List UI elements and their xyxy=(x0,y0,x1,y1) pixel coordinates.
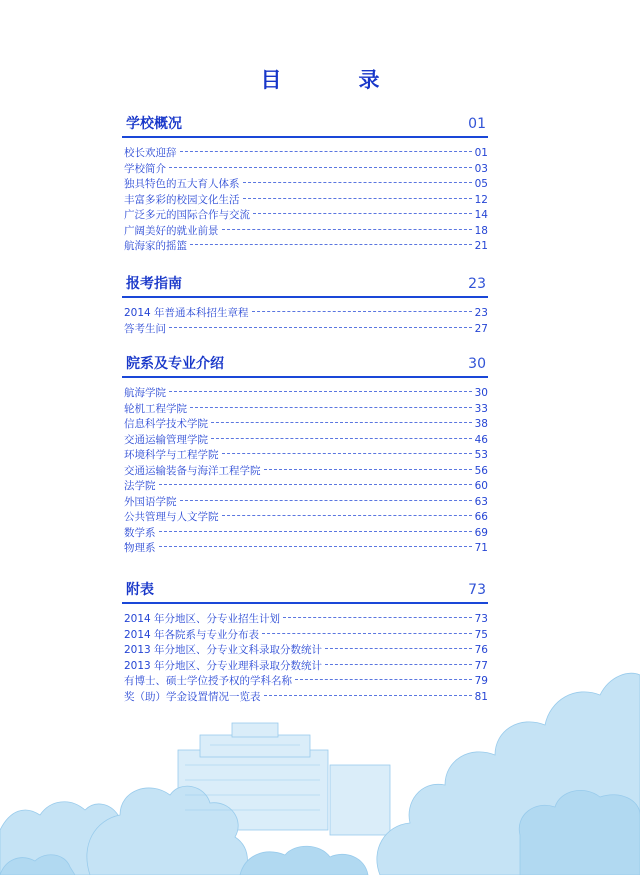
entry-name: 航海家的摇篮 xyxy=(124,240,187,252)
entry-name: 广泛多元的国际合作与交流 xyxy=(124,209,250,221)
entry-page: 53 xyxy=(474,449,488,461)
entry-page: 30 xyxy=(474,387,488,399)
entry-page: 33 xyxy=(474,402,488,415)
dot-leader xyxy=(180,151,472,152)
section-page: 01 xyxy=(468,116,486,132)
entry-name: 奖（助）学金设置情况一览表 xyxy=(124,690,261,703)
entry-page: 75 xyxy=(474,628,488,641)
toc-entry[interactable] xyxy=(122,306,488,322)
entry-page: 01 xyxy=(474,147,488,159)
dot-leader xyxy=(180,500,472,501)
entry-name: 物理系 xyxy=(124,542,156,554)
entry-name: 轮机工程学院 xyxy=(124,402,187,415)
entry-name: 有博士、硕士学位授予权的学科名称 xyxy=(124,675,292,687)
dot-leader xyxy=(222,229,472,230)
section-header xyxy=(122,114,488,138)
toc-entry[interactable] xyxy=(122,193,488,209)
entry-list xyxy=(122,306,488,337)
entry-page: 81 xyxy=(474,690,488,703)
section-title: 附表 xyxy=(126,582,154,598)
entry-name: 答考生问 xyxy=(124,322,166,335)
entry-name: 信息科学技术学院 xyxy=(124,418,208,430)
entry-page: 66 xyxy=(474,511,488,523)
toc-section-guide xyxy=(122,274,488,337)
entry-name: 2013 年分地区、分专业文科录取分数统计 xyxy=(124,644,323,656)
dot-leader xyxy=(159,531,472,532)
toc-entry[interactable] xyxy=(122,162,488,178)
dot-leader xyxy=(190,244,472,245)
entry-page: 18 xyxy=(474,224,488,237)
toc-entry[interactable] xyxy=(122,433,488,449)
section-title: 学校概况 xyxy=(126,116,182,132)
entry-page: 73 xyxy=(474,613,488,625)
entry-name: 学校简介 xyxy=(124,162,166,175)
entry-name: 交通运输装备与海洋工程学院 xyxy=(124,464,261,477)
dot-leader xyxy=(222,515,472,516)
section-header xyxy=(122,274,488,298)
entry-name: 校长欢迎辞 xyxy=(124,147,177,159)
toc-entry[interactable] xyxy=(122,386,488,402)
entry-name: 数学系 xyxy=(124,526,156,539)
entry-page: 14 xyxy=(474,209,488,221)
section-page: 23 xyxy=(468,276,486,292)
toc-entry[interactable] xyxy=(122,146,488,162)
entry-page: 27 xyxy=(474,322,488,335)
entry-name: 航海学院 xyxy=(124,387,166,399)
entry-name: 外国语学院 xyxy=(124,495,177,508)
entry-page: 60 xyxy=(474,480,488,492)
entry-page: 71 xyxy=(474,542,488,554)
toc-entry[interactable] xyxy=(122,239,488,255)
entry-page: 23 xyxy=(474,307,488,319)
dot-leader xyxy=(169,327,472,328)
entry-name: 独具特色的五大育人体系 xyxy=(124,178,240,190)
toc-entry[interactable] xyxy=(122,510,488,526)
entry-name: 2014 年各院系与专业分布表 xyxy=(124,628,260,641)
entry-page: 76 xyxy=(474,644,488,656)
entry-page: 05 xyxy=(474,178,488,190)
dot-leader xyxy=(243,182,472,183)
section-page: 30 xyxy=(468,356,486,372)
dot-leader xyxy=(253,213,472,214)
toc-entry[interactable] xyxy=(122,541,488,557)
toc-entry[interactable] xyxy=(122,448,488,464)
entry-page: 46 xyxy=(474,433,488,446)
toc-entry[interactable] xyxy=(122,224,488,240)
toc-entry[interactable] xyxy=(122,526,488,542)
dot-leader xyxy=(211,422,472,423)
section-title: 院系及专业介绍 xyxy=(126,356,224,372)
entry-name: 2013 年分地区、分专业理科录取分数统计 xyxy=(124,659,323,672)
entry-page: 63 xyxy=(474,495,488,508)
entry-name: 广阔美好的就业前景 xyxy=(124,224,219,237)
toc-entry[interactable] xyxy=(122,402,488,418)
entry-name: 2014 年普通本科招生章程 xyxy=(124,307,249,319)
dot-leader xyxy=(169,391,472,392)
entry-page: 21 xyxy=(474,240,488,252)
dot-leader xyxy=(222,453,472,454)
entry-page: 03 xyxy=(474,162,488,175)
dot-leader xyxy=(264,469,472,470)
toc-entry[interactable] xyxy=(122,495,488,511)
toc-section-overview xyxy=(122,114,488,255)
entry-page: 12 xyxy=(474,193,488,206)
entry-list xyxy=(122,386,488,557)
entry-name: 丰富多彩的校园文化生活 xyxy=(124,193,240,206)
toc-entry[interactable] xyxy=(122,208,488,224)
toc-entry[interactable] xyxy=(122,479,488,495)
section-title: 报考指南 xyxy=(126,276,182,292)
campus-illustration xyxy=(0,575,640,875)
dot-leader xyxy=(190,407,472,408)
dot-leader xyxy=(169,167,472,168)
toc-section-departments xyxy=(122,354,488,557)
dot-leader xyxy=(159,484,472,485)
toc-entry[interactable] xyxy=(122,464,488,480)
toc-entry[interactable] xyxy=(122,417,488,433)
section-header xyxy=(122,354,488,378)
dot-leader xyxy=(159,546,472,547)
dot-leader xyxy=(252,311,472,312)
page-title: 目 录 xyxy=(260,68,408,92)
entry-page: 79 xyxy=(474,675,488,687)
entry-page: 77 xyxy=(474,659,488,672)
entry-name: 公共管理与人文学院 xyxy=(124,511,219,523)
dot-leader xyxy=(243,198,472,199)
entry-page: 69 xyxy=(474,526,488,539)
entry-name: 2014 年分地区、分专业招生计划 xyxy=(124,613,281,625)
dot-leader xyxy=(211,438,472,439)
entry-page: 38 xyxy=(474,418,488,430)
toc-entry[interactable] xyxy=(122,177,488,193)
entry-name: 法学院 xyxy=(124,480,156,492)
entry-list xyxy=(122,146,488,255)
entry-name: 交通运输管理学院 xyxy=(124,433,208,446)
section-page: 73 xyxy=(468,582,486,598)
entry-page: 56 xyxy=(474,464,488,477)
toc-entry[interactable] xyxy=(122,322,488,338)
entry-name: 环境科学与工程学院 xyxy=(124,449,219,461)
